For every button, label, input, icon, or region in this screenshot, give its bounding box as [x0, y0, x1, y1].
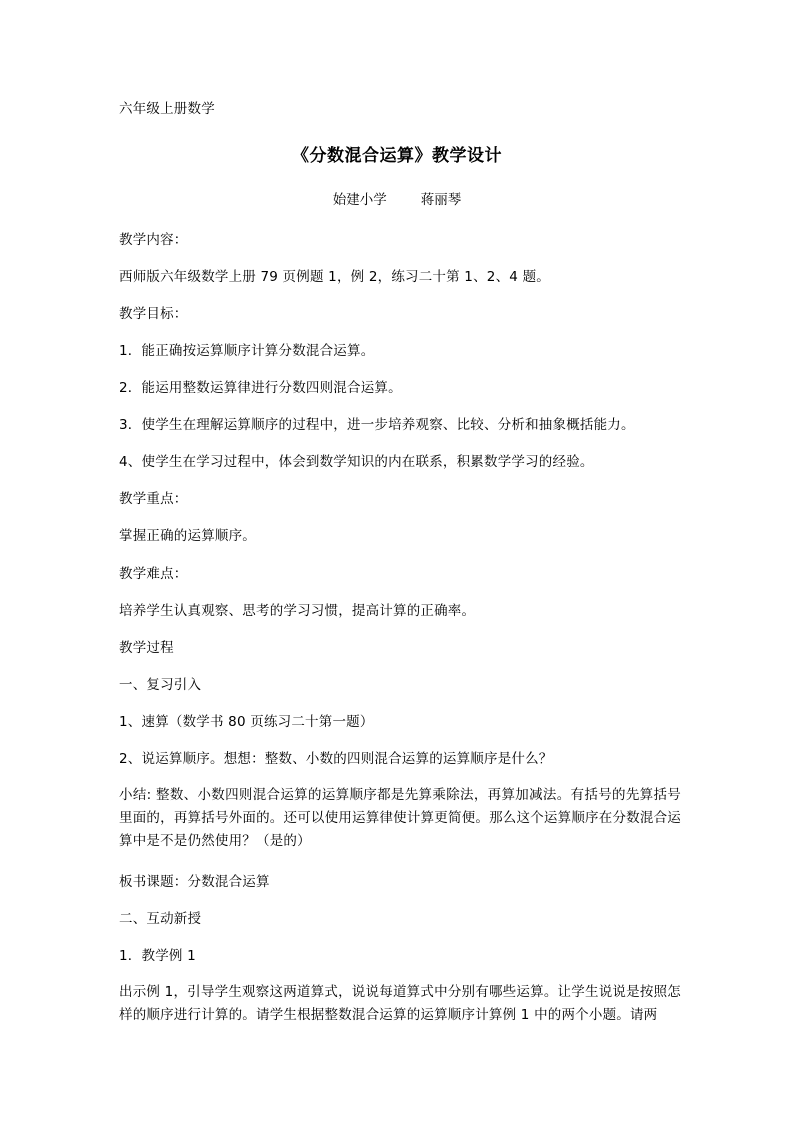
difficulty-heading: 教学难点：: [119, 566, 188, 582]
key-heading: 教学重点：: [119, 491, 188, 507]
part-2-heading: 二、互动新授: [119, 911, 202, 927]
author-name: 蒋丽琴: [420, 192, 462, 208]
difficulty-text: 培养学生认真观察、思考的学习习惯，提高计算的正确率。: [119, 603, 476, 619]
part-1-item: 1、速算（数学书 80 页练习二十第一题）: [119, 714, 374, 730]
grade-label: 六年级上册数学: [119, 101, 215, 117]
goals-heading: 教学目标：: [119, 306, 188, 322]
content-text: 西师版六年级数学上册 79 页例题 1，例 2，练习二十第 1、2、4 题。: [119, 269, 550, 285]
byline: [0, 191, 794, 209]
goal-item: 4、使学生在学习过程中，体会到数学知识的内在联系，积累数学学习的经验。: [119, 454, 594, 470]
school-name: 始建小学: [332, 192, 387, 208]
document-title: 《分数混合运算》教学设计: [292, 146, 502, 166]
part-2-item: 1．教学例 1: [119, 948, 196, 964]
board-topic: 板书课题：分数混合运算: [119, 874, 270, 890]
content-heading: 教学内容：: [119, 232, 188, 248]
goal-item: 1．能正确按运算顺序计算分数混合运算。: [119, 343, 375, 359]
goal-item: 2．能运用整数运算律进行分数四则混合运算。: [119, 380, 402, 396]
part-1-item: 2、说运算顺序。想想：整数、小数的四则混合运算的运算顺序是什么？: [119, 751, 553, 767]
key-text: 掌握正确的运算顺序。: [119, 528, 256, 544]
summary-paragraph: 小结: 整数、小数四则混合运算的运算顺序都是先算乘除法，再算加减法。有括号的先算括号里面的，再算括号外面的。还可以使用运算律使计算更简便。那么这个运算顺序在分数混合运算中是不是仍然使用？（是的）: [119, 787, 681, 849]
part-1-heading: 一、复习引入: [119, 677, 202, 693]
process-heading: 教学过程: [119, 640, 174, 656]
goal-item: 3．使学生在理解运算顺序的过程中，进一步培养观察、比较、分析和抽象概括能力。: [119, 417, 635, 433]
example-paragraph: 出示例 1，引导学生观察这两道算式，说说每道算式中分别有哪些运算。让学生说说是按照怎样的顺序进行计算的。请学生根据整数混合运算的运算顺序计算例 1 中的两个小题。请两: [119, 984, 681, 1023]
